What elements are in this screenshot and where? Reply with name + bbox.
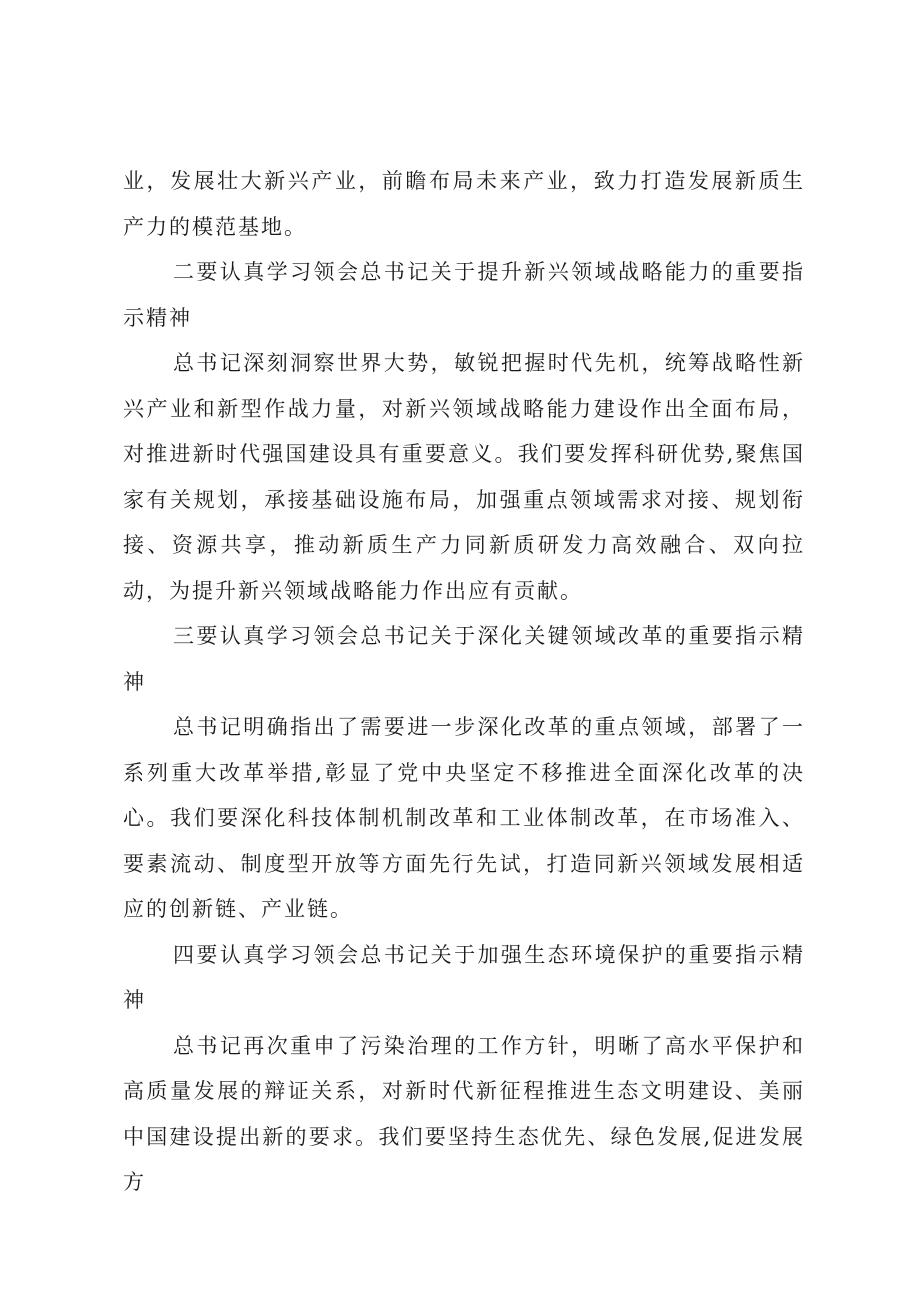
- section-heading-2: 二要认真学习领会总书记关于提升新兴领域战略能力的重要指示精神: [123, 260, 805, 330]
- paragraph-section-2: 总书记深刻洞察世界大势，敏锐把握时代先机，统筹战略性新兴产业和新型作战力量，对新兴领域战略能力建设作出全面布局，对推进新时代强国建设具有重要意义。我们要发挥科研优势,聚焦国家有关规划，承接基础设施布局，加强重点领域需求对接、规划衔接、资源共享，推动新质生产力同新质研发力高效融合、双向拉动，为提升新兴领域战略能力作出应有贡献。: [123, 351, 805, 603]
- paragraph-section-4: 总书记再次重申了污染治理的工作方针，明晰了高水平保护和高质量发展的辩证关系，对新时代新征程推进生态文明建设、美丽中国建设提出新的要求。我们要坚持生态优先、绿色发展,促进发展方: [123, 1033, 805, 1194]
- paragraph-continuation: 业，发展壮大新兴产业，前瞻布局未来产业，致力打造发展新质生产力的模范基地。: [123, 169, 805, 239]
- paragraph-section-3: 总书记明确指出了需要进一步深化改革的重点领域，部署了一系列重大改革举措,彰显了党中央坚定不移推进全面深化改革的决心。我们要深化科技体制机制改革和工业体制改革，在市场准入、要素流动、制度型开放等方面先行先试，打造同新兴领域发展相适应的创新链、产业链。: [123, 715, 805, 921]
- section-heading-3: 三要认真学习领会总书记关于深化关键领域改革的重要指示精神: [123, 624, 805, 694]
- document-body: [123, 159, 805, 1206]
- section-heading-4: 四要认真学习领会总书记关于加强生态环境保护的重要指示精神: [123, 942, 805, 1012]
